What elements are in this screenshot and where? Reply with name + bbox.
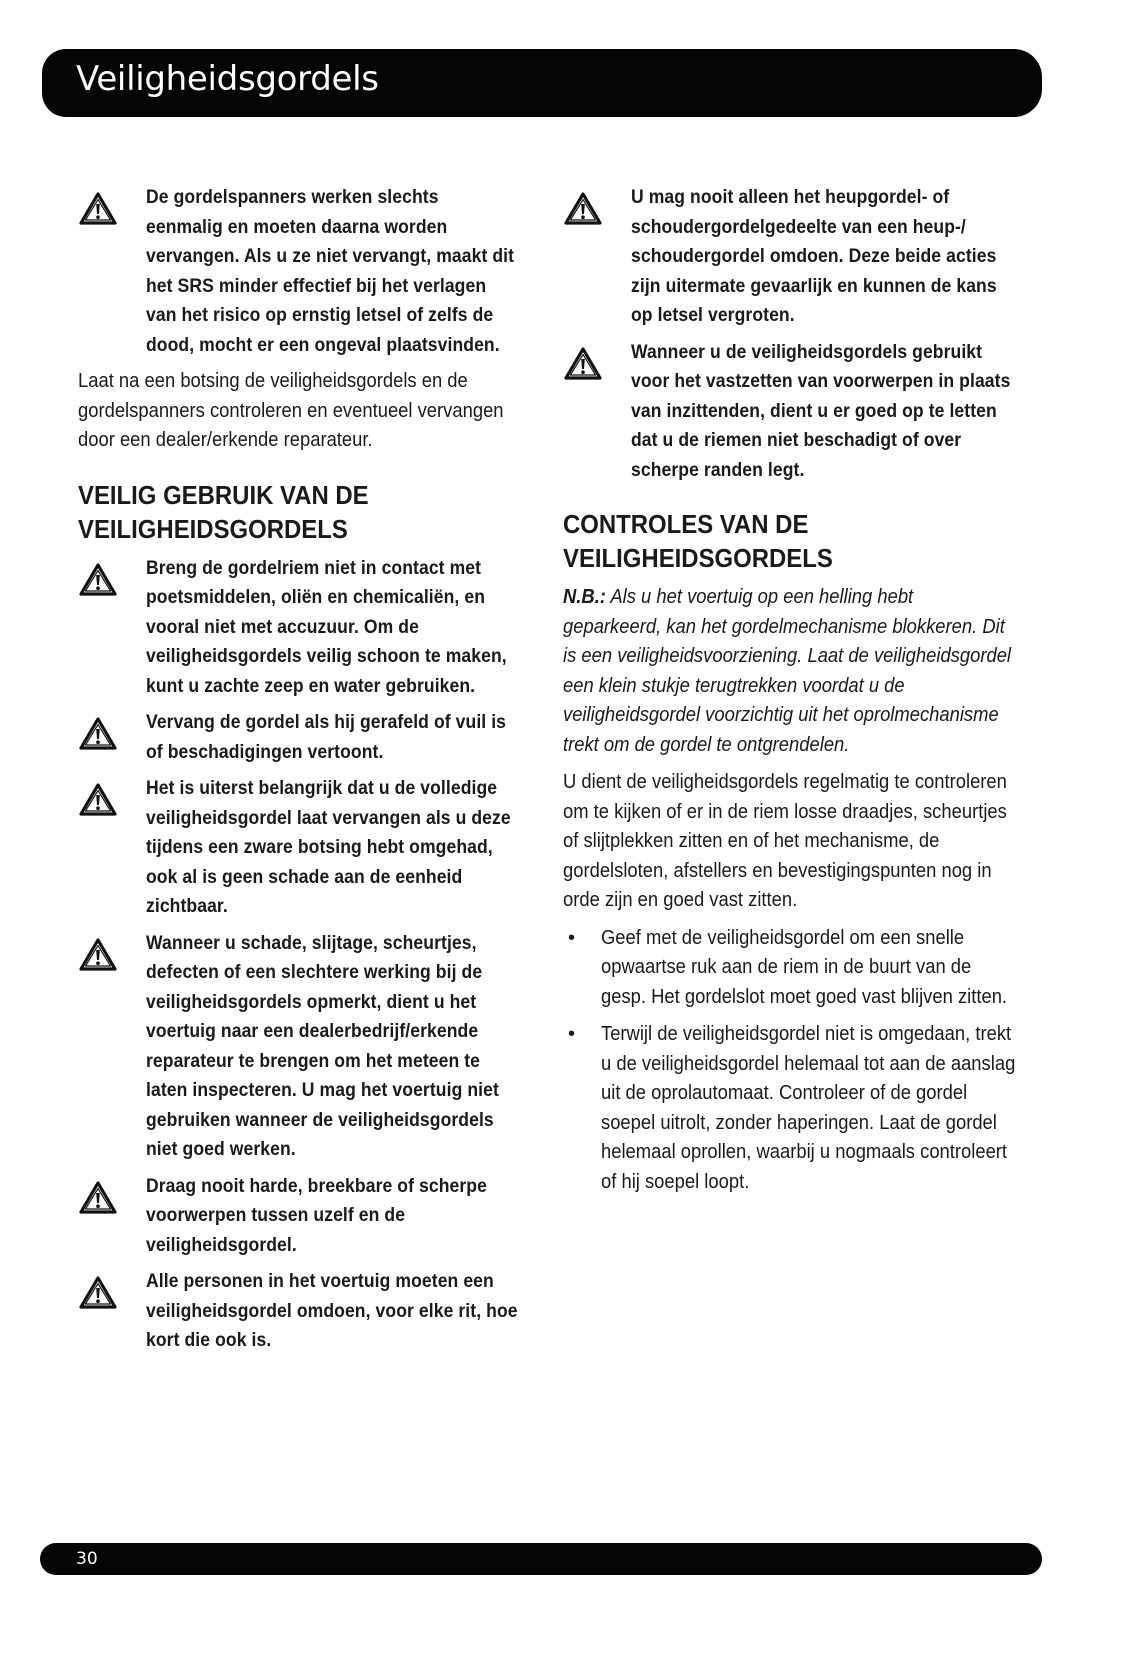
warning-icon (563, 346, 603, 382)
warning-text: Wanneer u schade, slijtage, scheurtjes, defecten of een slechtere werking bij de veiligheidsgordels opmerkt, dient u het voertuig naar een dealerbedrijf/erkende reparateur te brengen om het meteen te laten inspecteren. U mag het voertuig niet gebruiken wanneer de veiligheidsgordels niet goed werken. (146, 931, 499, 1160)
warning-item (78, 554, 518, 702)
section-heading-veilig-gebruik: VEILIG GEBRUIK VAN DE VEILIGHEIDSGORDELS (78, 479, 369, 544)
list-item (563, 1020, 1015, 1197)
note-label: N.B.: (563, 586, 606, 608)
paragraph-after-crash: Laat na een botsing de veiligheidsgordels en de gordelspanners controleren en eventueel vervangen door een dealer/erkende reparateur. (78, 370, 504, 451)
warning-item (78, 708, 518, 767)
warning-item (78, 929, 518, 1165)
warning-item (563, 338, 1015, 486)
warning-item (78, 1172, 518, 1261)
warning-gordelspanners (78, 183, 518, 360)
bullet-text: Geef met de veiligheidsgordel om een snelle opwaartse ruk aan de riem in de buurt van de gesp. Het gordelslot moet goed vast blijven zitten. (601, 926, 1008, 1008)
warning-item (78, 774, 518, 922)
note-text: Als u het voertuig op een helling hebt geparkeerd, kan het gordelmechanisme blokkeren. Dit is een veiligheidsvoorziening. Laat de veiligheidsgordel een klein stukje terugtrekken voordat u de veiligheidsgordel voorzichtig uit het oprolmechanisme trekt om de gordel te ontgrendelen. (563, 586, 1012, 756)
page-footer (40, 1543, 1042, 1575)
warning-text: Breng de gordelriem niet in contact met poetsmiddelen, oliën en chemicaliën, en vooral niet met accuzuur. Om de veiligheidsgordels veilig schoon te maken, kunt u zachte zeep en water gebruiken. (146, 556, 507, 697)
page-number: 30 (76, 1549, 98, 1569)
warning-text: U mag nooit alleen het heupgordel- of schoudergordelgedeelte van een heup-/ schoudergordel omdoen. Deze beide acties zijn uitermate gevaarlijk en kunnen de kans op letsel vergroten. (631, 186, 997, 326)
warning-icon (78, 782, 118, 818)
page-title: Veiligheidsgordels (76, 59, 379, 99)
warning-icon (78, 716, 118, 752)
bullet-marker: • (568, 1023, 576, 1045)
warning-text: Draag nooit harde, breekbare of scherpe voorwerpen tussen uzelf en de veiligheidsgordel. (146, 1174, 487, 1256)
bullet-text: Terwijl de veiligheidsgordel niet is omgedaan, trekt u de veiligheidsgordel helemaal tot aan de aanslag uit de oprolautomaat. Controleer of de gordel soepel uitrolt, zonder haperingen. Laat de gordel helemaal oprollen, waarbij u nogmaals controleert of hij soepel loopt. (601, 1023, 1016, 1193)
warning-icon (563, 191, 603, 227)
warning-text: De gordelspanners werken slechts eenmalig en moeten daarna worden vervangen. Als u ze niet vervangt, maakt dit het SRS minder effectief bij het verlagen van het risico op ernstig letsel of zelfs de dood, mocht er een ongeval plaatsvinden. (146, 186, 515, 356)
warning-icon (78, 1275, 118, 1311)
warning-icon (78, 937, 118, 973)
left-column (78, 183, 518, 1363)
section-heading-controles: CONTROLES VAN DE VEILIGHEIDSGORDELS (563, 509, 833, 573)
warning-icon (78, 1180, 118, 1216)
page-header (42, 49, 1042, 117)
warning-item (563, 183, 1015, 331)
warning-icon (78, 562, 118, 598)
warning-item (78, 1267, 518, 1356)
warning-text: Wanneer u de veiligheidsgordels gebruikt voor het vastzetten van voorwerpen in plaats van inzittenden, dient u er goed op te letten dat u de riemen niet beschadigt of over scherpe randen legt. (631, 340, 1011, 481)
note-paragraph (563, 583, 1016, 760)
list-item (563, 924, 1015, 1013)
right-column (563, 183, 1015, 1205)
warning-text: Alle personen in het voertuig moeten een veiligheidsgordel omdoen, voor elke rit, hoe kort die ook is. (146, 1270, 518, 1351)
check-bullet-list (563, 924, 1015, 1198)
warning-text: Vervang de gordel als hij gerafeld of vuil is of beschadigingen vertoont. (146, 711, 507, 763)
bullet-marker: • (568, 926, 576, 949)
paragraph-check: U dient de veiligheidsgordels regelmatig te controleren om te kijken of er in de riem losse draadjes, scheurtjes of slijtplekken zitten en of het mechanisme, de gordelsloten, afstellers en bevestigingspunten nog in orde zijn en goed vast zitten. (563, 771, 1007, 911)
warning-icon (78, 191, 118, 227)
warning-text: Het is uiterst belangrijk dat u de volledige veiligheidsgordel laat vervangen als u deze tijdens een zware botsing hebt omgehad, ook al is geen schade aan de eenheid zichtbaar. (146, 777, 511, 917)
